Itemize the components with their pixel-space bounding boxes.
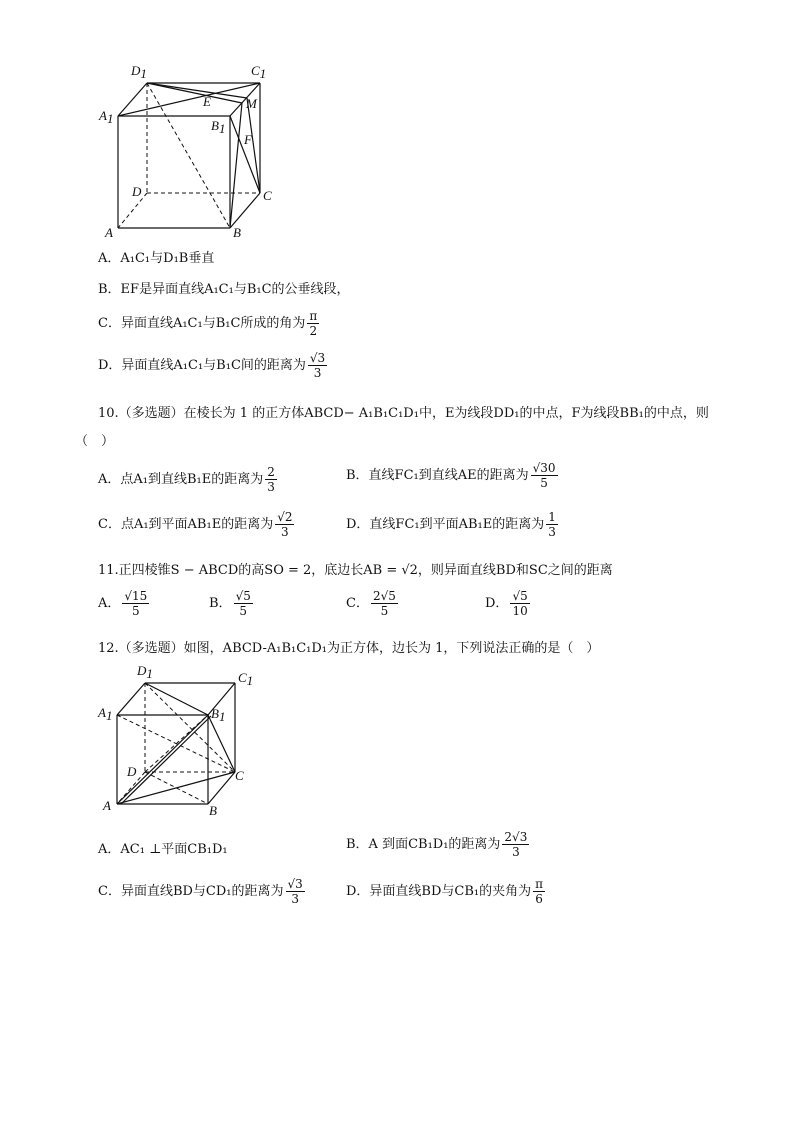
fraction-denominator: 3: [512, 845, 520, 859]
q12-option-c-text: C．异面直线BD与CD₁的距离为: [98, 884, 284, 899]
fraction: [533, 878, 545, 905]
q10-option-a: [98, 466, 277, 493]
vertex-label-a1: A1: [99, 108, 114, 126]
q11-option-d: [485, 590, 530, 617]
vertex-label-d1: D1: [137, 663, 153, 681]
fraction-numerator: √2: [277, 510, 293, 524]
q10-option-b-text: B．直线FC₁到直线AE的距离为: [346, 468, 529, 483]
q12-option-c: [98, 878, 305, 905]
q11-option-c: [346, 590, 398, 617]
vertex-label-d: D: [132, 184, 142, 199]
q12-option-b: [346, 831, 529, 858]
fraction-denominator: 5: [132, 604, 140, 618]
q9-option-c: [98, 310, 319, 337]
vertex-label-b: B: [233, 225, 241, 240]
q9-option-d-text: D．异面直线A₁C₁与B₁C间的距离为: [98, 358, 306, 373]
fraction: [307, 310, 319, 337]
fraction: [122, 590, 149, 617]
q10-option-d-text: D．直线FC₁到平面AB₁E的距离为: [346, 517, 545, 532]
q9-option-a: A．A₁C₁与D₁B垂直: [98, 251, 215, 266]
fraction-denominator: 5: [380, 604, 389, 618]
cube-figure-2: [95, 660, 265, 820]
q9-option-c-text: C．异面直线A₁C₁与B₁C所成的角为: [98, 316, 306, 331]
q11-option-a: [98, 590, 149, 617]
fraction: [546, 511, 558, 538]
q10-option-c: [98, 511, 294, 538]
q11-option-c-label: C．: [346, 596, 369, 611]
fraction-denominator: 2: [309, 324, 318, 338]
fraction: [275, 511, 294, 538]
fraction: [234, 590, 253, 617]
fraction: [531, 462, 558, 489]
fraction-denominator: 3: [291, 892, 299, 906]
fraction-denominator: 5: [239, 604, 248, 618]
fraction-denominator: 5: [540, 476, 548, 490]
fraction-denominator: 3: [267, 480, 275, 494]
fraction-numerator: √5: [512, 589, 528, 603]
fraction-numerator: √5: [235, 589, 251, 603]
q11-stem: 11.正四棱锥S − ABCD的高SO = 2，底边长AB = √2，则异面直线BD和SC之间的距离: [98, 563, 613, 578]
point-label-e: E: [203, 94, 211, 109]
q12-option-b-text: B．A 到面CB₁D₁的距离为: [346, 837, 501, 852]
q11-option-b-label: B．: [209, 596, 232, 611]
q11-option-b: [209, 590, 253, 617]
q9-option-b: B．EF是异面直线A₁C₁与B₁C的公垂线段，: [98, 282, 350, 297]
vertex-label-c: C: [263, 188, 272, 203]
vertex-label-b: B: [209, 803, 217, 818]
q10-option-d: [346, 511, 558, 538]
q9-option-d: [98, 352, 327, 379]
q12-stem: 12.（多选题）如图，ABCD-A₁B₁C₁D₁为正方体，边长为 1，下列说法正确的是（ ）: [98, 641, 600, 656]
fraction-denominator: 3: [548, 525, 556, 539]
fraction-numerator: 2: [267, 465, 275, 479]
fraction-numerator: π: [535, 877, 544, 891]
vertex-label-b1: B1: [211, 118, 226, 136]
fraction: [265, 466, 277, 493]
q10-option-b: [346, 462, 558, 489]
fraction-numerator: 1: [548, 510, 556, 524]
q10-option-a-text: A．点A₁到直线B₁E的距离为: [98, 472, 264, 487]
fraction: [371, 590, 398, 617]
vertex-label-d: D: [127, 764, 137, 779]
vertex-label-c1: C1: [238, 670, 254, 688]
vertex-label-d1: D1: [131, 63, 147, 81]
fraction: [502, 831, 529, 858]
fraction-numerator: √30: [532, 461, 556, 475]
fraction-denominator: 3: [281, 525, 289, 539]
point-label-f: F: [244, 132, 252, 147]
fraction-denominator: 6: [535, 892, 543, 906]
q12-option-a: A．AC₁ ⊥平面CB₁D₁: [98, 842, 228, 857]
point-label-m: M: [246, 96, 257, 111]
fraction-denominator: 3: [313, 366, 322, 380]
fraction-numerator: π: [309, 309, 318, 323]
q11-option-d-label: D．: [485, 596, 509, 611]
vertex-label-b1: B1: [211, 706, 226, 724]
fraction-denominator: 10: [512, 604, 528, 618]
q11-option-a-label: A．: [98, 596, 121, 611]
cube-figure-1: [95, 58, 295, 243]
q12-option-d: [346, 878, 545, 905]
fraction-numerator: √3: [287, 877, 303, 891]
fraction-numerator: 2√5: [372, 589, 396, 603]
vertex-label-a: A: [103, 798, 111, 813]
fraction-numerator: 2√3: [504, 830, 528, 844]
fraction-numerator: √15: [124, 589, 148, 603]
q10-stem: 10.（多选题）在棱长为 1 的正方体ABCD− A₁B₁C₁D₁中，E为线段DD₁的中点，F为线段BB₁的中点，则: [98, 406, 709, 421]
fraction: [510, 590, 529, 617]
fraction-numerator: √3: [309, 351, 326, 365]
vertex-label-c: C: [235, 768, 244, 783]
vertex-label-a1: A1: [98, 705, 113, 723]
vertex-label-c1: C1: [251, 63, 267, 81]
vertex-label-a: A: [105, 225, 113, 240]
fraction: [286, 878, 305, 905]
q10-option-c-text: C．点A₁到平面AB₁E的距离为: [98, 517, 274, 532]
q12-option-d-text: D．异面直线BD与CB₁的夹角为: [346, 884, 532, 899]
q10-stem-bracket: （ ）: [75, 434, 115, 449]
fraction: [308, 352, 327, 379]
